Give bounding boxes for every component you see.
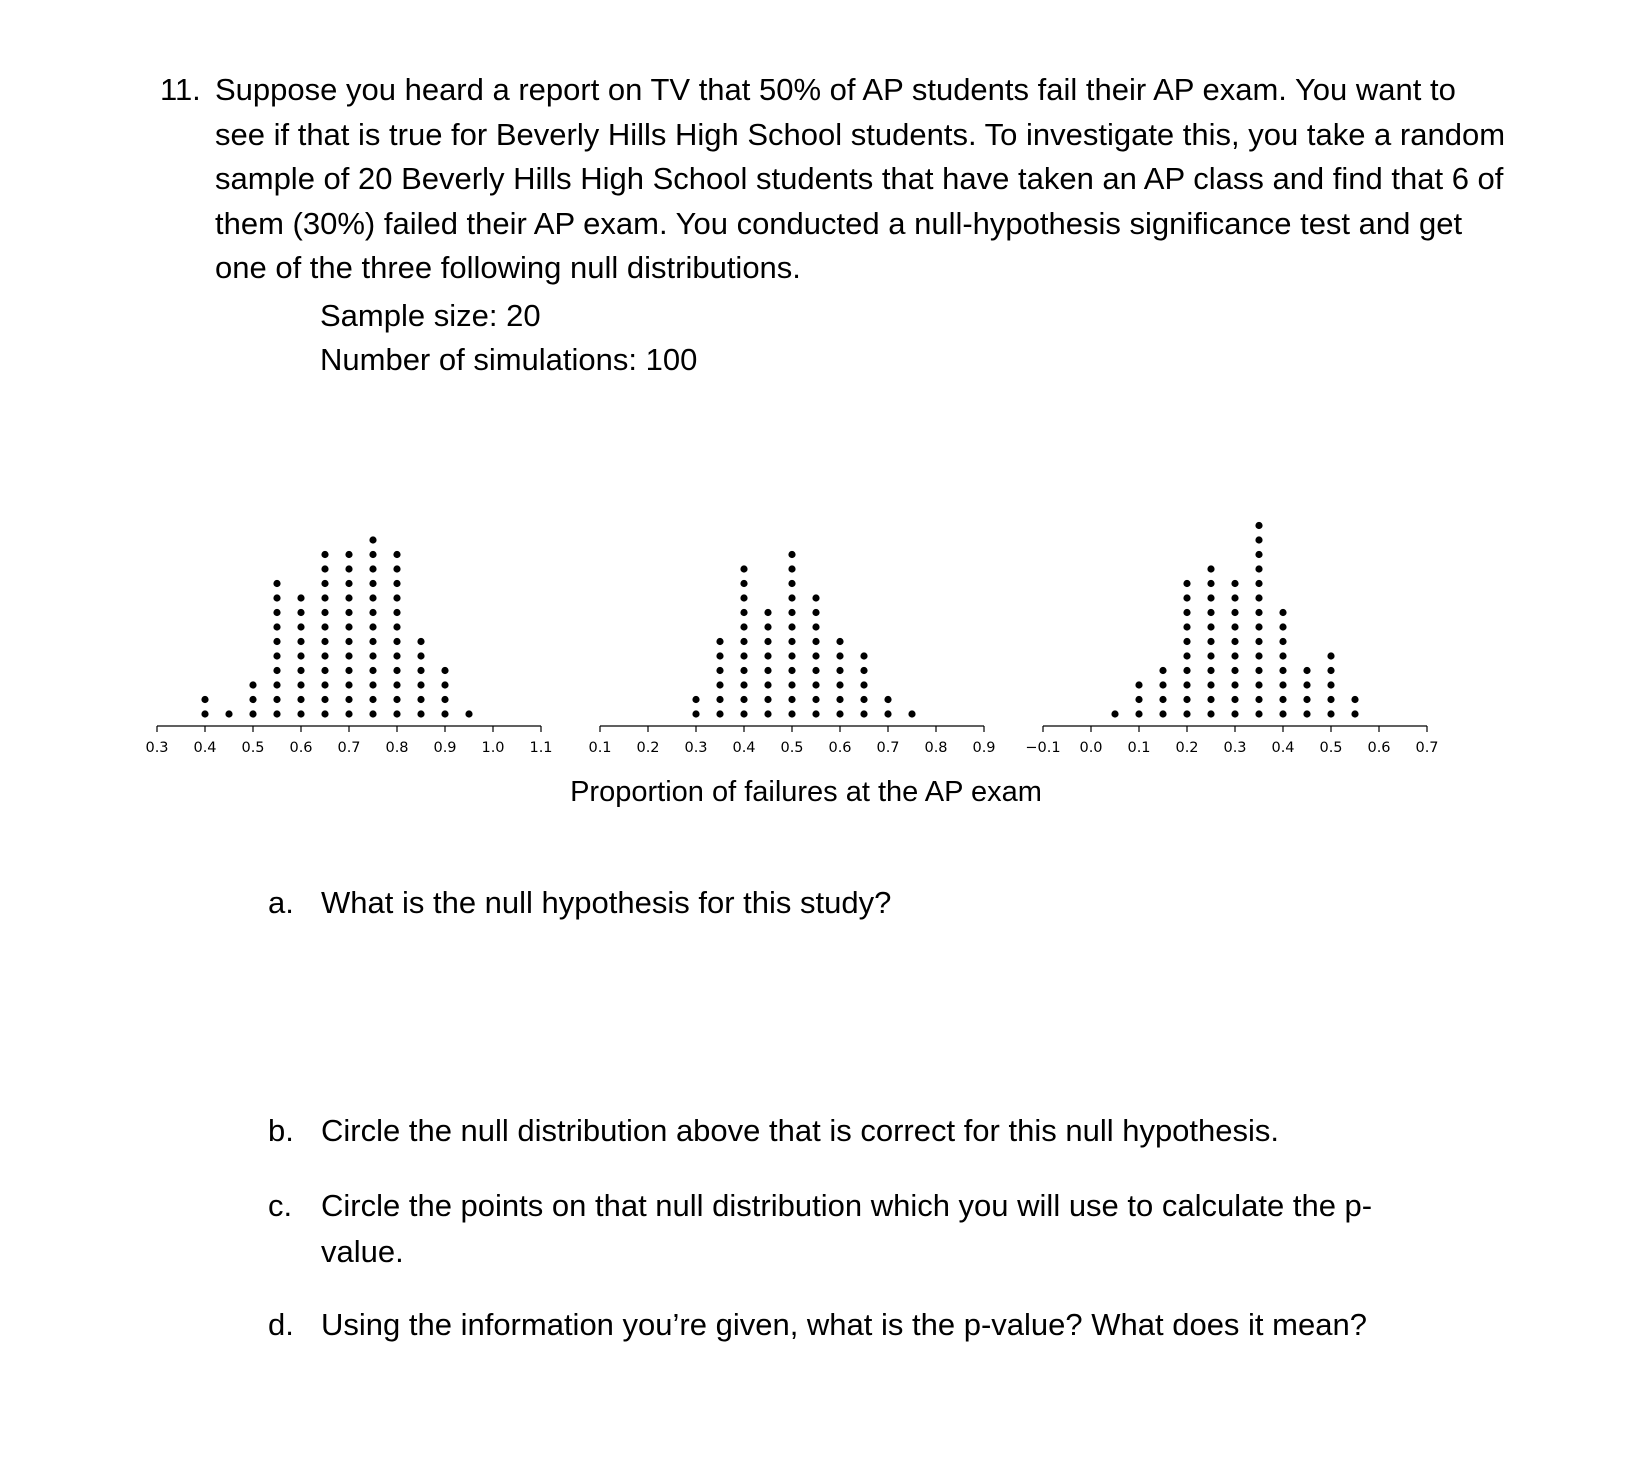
data-dot	[1279, 667, 1286, 674]
data-dot	[345, 710, 352, 717]
data-dot	[1207, 594, 1214, 601]
data-dot	[393, 681, 400, 688]
data-dot	[740, 710, 747, 717]
x-tick-label: 0.7	[337, 740, 361, 756]
data-dot	[345, 681, 352, 688]
x-tick-label: 0.3	[684, 740, 708, 756]
data-dot	[1159, 696, 1166, 703]
data-dot	[812, 594, 819, 601]
data-dot	[345, 609, 352, 616]
dotplot-3	[1025, 522, 1438, 756]
data-dot	[1207, 652, 1214, 659]
data-dot	[788, 565, 795, 572]
data-dot	[1255, 667, 1262, 674]
data-dot	[393, 652, 400, 659]
data-dot	[1159, 710, 1166, 717]
data-dot	[836, 652, 843, 659]
data-dot	[321, 580, 328, 587]
x-tick-label: 0.1	[588, 740, 612, 756]
data-dot	[369, 710, 376, 717]
part-c-text: Circle the points on that null distribution which you will use to calculate the p-value.	[321, 1188, 1373, 1269]
data-dot	[812, 710, 819, 717]
data-dot	[764, 696, 771, 703]
data-dot	[369, 565, 376, 572]
data-dot	[860, 667, 867, 674]
data-dot	[836, 710, 843, 717]
data-dot	[441, 710, 448, 717]
x-tick-label: 0.0	[1079, 740, 1103, 756]
data-dot	[764, 623, 771, 630]
data-dot	[788, 638, 795, 645]
data-dot	[273, 652, 280, 659]
data-dot	[764, 638, 771, 645]
data-dot	[273, 638, 280, 645]
data-dot	[884, 696, 891, 703]
data-dot	[1279, 638, 1286, 645]
data-dot	[393, 609, 400, 616]
data-dot	[393, 638, 400, 645]
data-dot	[1183, 681, 1190, 688]
data-dot	[1231, 681, 1238, 688]
data-dot	[321, 667, 328, 674]
data-dot	[1303, 681, 1310, 688]
data-dot	[393, 696, 400, 703]
data-dot	[417, 667, 424, 674]
data-dot	[716, 638, 723, 645]
data-dot	[321, 681, 328, 688]
data-dot	[441, 696, 448, 703]
part-b-letter: b.	[268, 1113, 294, 1148]
x-tick-label: 0.9	[972, 740, 996, 756]
data-dot	[273, 623, 280, 630]
data-dot	[345, 696, 352, 703]
data-dot	[393, 565, 400, 572]
data-dot	[1303, 710, 1310, 717]
data-dot	[788, 594, 795, 601]
data-dot	[716, 696, 723, 703]
data-dot	[812, 681, 819, 688]
data-dot	[345, 638, 352, 645]
data-dot	[1255, 565, 1262, 572]
x-tick-label: 0.5	[1319, 740, 1343, 756]
data-dot	[1231, 580, 1238, 587]
x-tick-label: 0.4	[193, 740, 217, 756]
data-dot	[812, 652, 819, 659]
data-dot	[1279, 609, 1286, 616]
data-dot	[321, 551, 328, 558]
data-dot	[1255, 609, 1262, 616]
data-dot	[1183, 652, 1190, 659]
data-dot	[1255, 594, 1262, 601]
data-dot	[1303, 696, 1310, 703]
data-dot	[393, 594, 400, 601]
data-dot	[1255, 652, 1262, 659]
x-tick-label: 0.4	[1271, 740, 1295, 756]
data-dot	[1303, 667, 1310, 674]
data-dot	[297, 623, 304, 630]
data-dot	[788, 580, 795, 587]
data-dot	[740, 623, 747, 630]
data-dot	[273, 696, 280, 703]
data-dot	[465, 710, 472, 717]
data-dot	[441, 681, 448, 688]
data-dot	[1231, 696, 1238, 703]
data-dot	[249, 696, 256, 703]
data-dot	[884, 710, 891, 717]
data-dot	[812, 696, 819, 703]
part-a-text: What is the null hypothesis for this study?	[321, 885, 892, 920]
data-dot	[740, 565, 747, 572]
data-dot	[1255, 696, 1262, 703]
data-dot	[201, 710, 208, 717]
data-dot	[345, 667, 352, 674]
data-dot	[812, 609, 819, 616]
x-tick-label: 1.1	[529, 740, 553, 756]
data-dot	[1351, 696, 1358, 703]
data-dot	[764, 710, 771, 717]
data-dot	[345, 551, 352, 558]
data-dot	[1135, 710, 1142, 717]
data-dot	[692, 710, 699, 717]
data-dot	[1231, 594, 1238, 601]
x-tick-label: 0.6	[1367, 740, 1391, 756]
x-tick-label: 0.5	[241, 740, 265, 756]
data-dot	[716, 710, 723, 717]
x-tick-label: 0.3	[145, 740, 169, 756]
data-dot	[716, 681, 723, 688]
data-dot	[1231, 652, 1238, 659]
data-dot	[1255, 522, 1262, 529]
data-dot	[369, 638, 376, 645]
data-dot	[297, 681, 304, 688]
part-d-letter: d.	[268, 1307, 294, 1342]
data-dot	[1135, 696, 1142, 703]
x-tick-label: 0.5	[780, 740, 804, 756]
x-tick-label: 0.7	[876, 740, 900, 756]
data-dot	[369, 594, 376, 601]
data-dot	[345, 565, 352, 572]
data-dot	[297, 652, 304, 659]
data-dot	[1183, 580, 1190, 587]
data-dot	[860, 681, 867, 688]
data-dot	[297, 667, 304, 674]
data-dot	[321, 623, 328, 630]
data-dot	[1207, 696, 1214, 703]
data-dot	[297, 609, 304, 616]
data-dot	[692, 696, 699, 703]
dotplot-1	[145, 536, 552, 756]
data-dot	[740, 638, 747, 645]
x-tick-label: 0.6	[289, 740, 313, 756]
x-tick-label: 0.9	[433, 740, 457, 756]
data-dot	[321, 594, 328, 601]
part-b-text: Circle the null distribution above that is correct for this null hypothesis.	[321, 1113, 1280, 1148]
data-dot	[369, 551, 376, 558]
data-dot	[860, 696, 867, 703]
data-dot	[1231, 609, 1238, 616]
data-dot	[273, 609, 280, 616]
data-dot	[1135, 681, 1142, 688]
data-dot	[321, 710, 328, 717]
data-dot	[788, 551, 795, 558]
question-text: Suppose you heard a report on TV that 50% of AP students fail their AP exam. You want to see if that is true for Beverly Hills High School students. To investigate this, you take a random sample of 20 Beverly Hills High School students that have taken an AP class and find that 6 of them (30%) failed their AP exam. You conducted a null-hypothesis significance test and get one of the three following null distributions.	[215, 72, 1506, 285]
data-dot	[1279, 710, 1286, 717]
data-dot	[788, 623, 795, 630]
data-dot	[740, 609, 747, 616]
data-dot	[441, 667, 448, 674]
data-dot	[321, 565, 328, 572]
data-dot	[764, 667, 771, 674]
data-dot	[1207, 681, 1214, 688]
data-dot	[1183, 609, 1190, 616]
data-dot	[1183, 594, 1190, 601]
data-dot	[788, 667, 795, 674]
data-dot	[1327, 667, 1334, 674]
data-dot	[321, 652, 328, 659]
data-dot	[1231, 623, 1238, 630]
data-dot	[297, 696, 304, 703]
data-dot	[836, 696, 843, 703]
number-of-simulations: Number of simulations: 100	[320, 342, 698, 377]
data-dot	[788, 710, 795, 717]
data-dot	[369, 536, 376, 543]
data-dot	[1183, 623, 1190, 630]
data-dot	[788, 609, 795, 616]
data-dot	[321, 609, 328, 616]
data-dot	[1255, 551, 1262, 558]
data-dot	[369, 580, 376, 587]
data-dot	[740, 580, 747, 587]
data-dot	[860, 710, 867, 717]
data-dot	[369, 623, 376, 630]
data-dot	[1231, 667, 1238, 674]
data-dot	[393, 667, 400, 674]
data-dot	[1207, 609, 1214, 616]
data-dot	[273, 580, 280, 587]
data-dot	[1207, 667, 1214, 674]
data-dot	[297, 594, 304, 601]
data-dot	[321, 638, 328, 645]
dotplot-2	[588, 551, 995, 756]
data-dot	[369, 652, 376, 659]
data-dot	[908, 710, 915, 717]
data-dot	[812, 638, 819, 645]
data-dot	[1207, 623, 1214, 630]
data-dot	[1207, 580, 1214, 587]
shared-x-axis-label: Proportion of failures at the AP exam	[570, 776, 1042, 808]
data-dot	[1231, 638, 1238, 645]
data-dot	[1327, 681, 1334, 688]
data-dot	[764, 609, 771, 616]
data-dot	[417, 652, 424, 659]
data-dot	[1159, 681, 1166, 688]
data-dot	[1207, 710, 1214, 717]
data-dot	[860, 652, 867, 659]
simulation-parameters	[320, 294, 697, 382]
data-dot	[1279, 652, 1286, 659]
data-dot	[788, 696, 795, 703]
x-tick-label: 0.1	[1127, 740, 1151, 756]
data-dot	[369, 681, 376, 688]
data-dot	[345, 580, 352, 587]
data-dot	[812, 623, 819, 630]
data-dot	[369, 667, 376, 674]
data-dot	[201, 696, 208, 703]
data-dot	[1183, 667, 1190, 674]
x-tick-label: 0.8	[385, 740, 409, 756]
data-dot	[788, 652, 795, 659]
data-dot	[812, 667, 819, 674]
sample-size: Sample size: 20	[320, 298, 541, 333]
x-tick-label: 1.0	[481, 740, 505, 756]
data-dot	[764, 652, 771, 659]
data-dot	[369, 609, 376, 616]
data-dot	[1279, 681, 1286, 688]
data-dot	[1183, 638, 1190, 645]
data-dot	[1279, 623, 1286, 630]
data-dot	[788, 681, 795, 688]
data-dot	[1351, 710, 1358, 717]
data-dot	[1327, 710, 1334, 717]
data-dot	[1231, 710, 1238, 717]
x-tick-label: 0.2	[1175, 740, 1199, 756]
data-dot	[297, 638, 304, 645]
data-dot	[836, 638, 843, 645]
data-dot	[417, 638, 424, 645]
x-tick-label: 0.3	[1223, 740, 1247, 756]
data-dot	[369, 696, 376, 703]
data-dot	[1207, 565, 1214, 572]
data-dot	[273, 681, 280, 688]
data-dot	[1183, 696, 1190, 703]
data-dot	[417, 710, 424, 717]
data-dot	[417, 681, 424, 688]
data-dot	[1255, 580, 1262, 587]
data-dot	[1207, 638, 1214, 645]
data-dot	[225, 710, 232, 717]
data-dot	[393, 580, 400, 587]
data-dot	[345, 623, 352, 630]
data-dot	[1255, 710, 1262, 717]
part-a-letter: a.	[268, 885, 294, 920]
null-distribution-plots	[0, 420, 1626, 760]
data-dot	[393, 623, 400, 630]
data-dot	[249, 681, 256, 688]
x-tick-label: −0.1	[1025, 740, 1061, 756]
data-dot	[1159, 667, 1166, 674]
data-dot	[273, 710, 280, 717]
data-dot	[1327, 696, 1334, 703]
data-dot	[1255, 638, 1262, 645]
data-dot	[836, 681, 843, 688]
x-tick-label: 0.8	[924, 740, 948, 756]
data-dot	[393, 551, 400, 558]
data-dot	[836, 667, 843, 674]
data-dot	[249, 710, 256, 717]
data-dot	[740, 652, 747, 659]
data-dot	[345, 652, 352, 659]
data-dot	[764, 681, 771, 688]
x-tick-label: 0.6	[828, 740, 852, 756]
data-dot	[345, 594, 352, 601]
data-dot	[1279, 696, 1286, 703]
part-c-letter: c.	[268, 1188, 293, 1223]
data-dot	[273, 667, 280, 674]
data-dot	[740, 667, 747, 674]
data-dot	[716, 667, 723, 674]
data-dot	[740, 696, 747, 703]
x-tick-label: 0.4	[732, 740, 756, 756]
data-dot	[417, 696, 424, 703]
data-dot	[1111, 710, 1118, 717]
data-dot	[321, 696, 328, 703]
data-dot	[716, 652, 723, 659]
question-number: 11.	[160, 72, 201, 107]
data-dot	[1183, 710, 1190, 717]
data-dot	[1255, 536, 1262, 543]
data-dot	[740, 594, 747, 601]
data-dot	[393, 710, 400, 717]
part-d-text: Using the information you’re given, what is the p-value? What does it mean?	[321, 1307, 1367, 1342]
data-dot	[273, 594, 280, 601]
x-tick-label: 0.2	[636, 740, 660, 756]
data-dot	[1255, 623, 1262, 630]
data-dot	[1255, 681, 1262, 688]
data-dot	[1327, 652, 1334, 659]
data-dot	[740, 681, 747, 688]
x-tick-label: 0.7	[1415, 740, 1439, 756]
data-dot	[297, 710, 304, 717]
